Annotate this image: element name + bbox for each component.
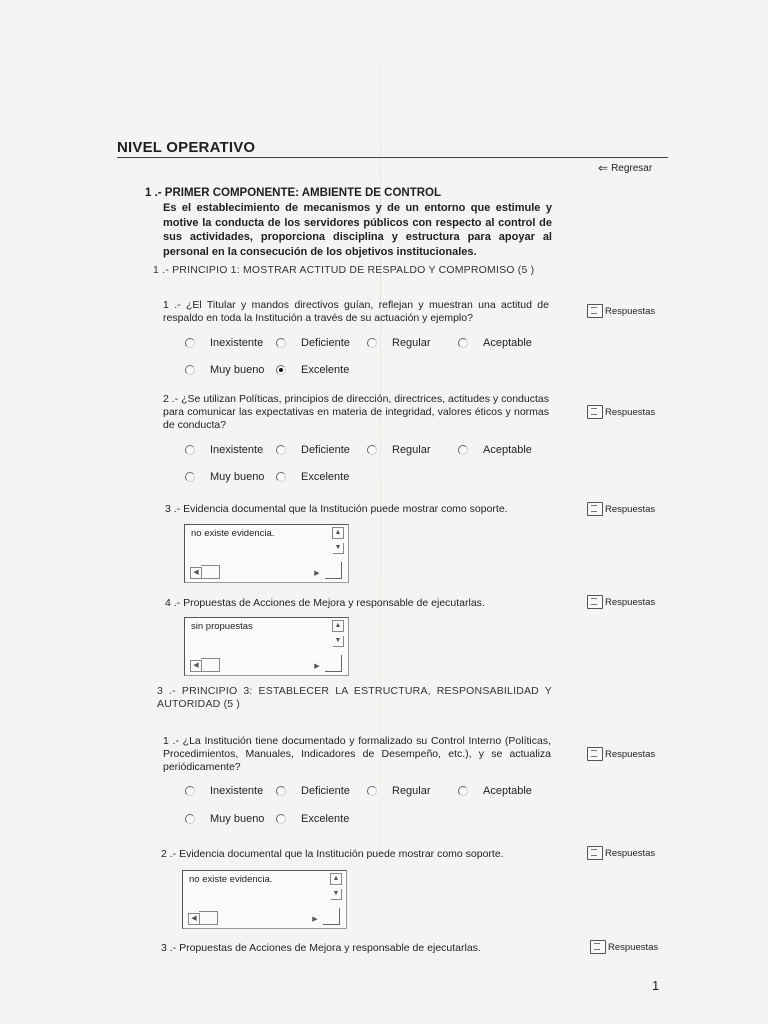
rating-option[interactable]: Inexistente — [185, 337, 276, 349]
rating-option[interactable]: Inexistente — [185, 444, 276, 456]
answers-icon — [587, 595, 603, 609]
scroll-up-icon[interactable]: ▲ — [330, 873, 342, 885]
answers-label: Respuestas — [605, 596, 656, 608]
p1-question-2: 2 .- ¿Se utilizan Políticas, principios de dirección, directrices, actitudes y conductas para comunicar las expectativas en materia de integridad, valores éticos y normas de conducta? — [163, 393, 549, 431]
p3-question-2: 2 .- Evidencia documental que la Institución puede mostrar como soporte. — [161, 848, 504, 860]
p3-q1-answers-button[interactable] — [587, 747, 655, 761]
radio-button[interactable] — [367, 338, 377, 348]
radio-button[interactable] — [458, 445, 468, 455]
evidence-value: no existe evidencia. — [189, 874, 273, 885]
rating-option[interactable]: Regular — [367, 444, 458, 456]
principle-3-title: 3 .- PRINCIPIO 3: ESTABLECER LA ESTRUCTURA, RESPONSABILIDAD Y AUTORIDAD (5 ) — [157, 685, 552, 710]
scroll-down-icon[interactable]: ▼ — [333, 543, 344, 554]
proposals-textarea[interactable] — [184, 617, 349, 676]
scroll-left-icon[interactable]: ◀ — [190, 660, 202, 672]
rating-option[interactable]: Muy bueno — [185, 364, 276, 376]
p3-question-1: 1 .- ¿La Institución tiene documentado y formalizado su Control Interno (Políticas, Procedimientos, Manuales, Indicadores de Desempeño, etc.), y se actualiza periódicamente? — [163, 735, 551, 773]
title-divider — [117, 157, 668, 158]
rating-option[interactable]: Regular — [367, 785, 458, 797]
proposals-value: sin propuestas — [191, 621, 253, 632]
radio-button[interactable] — [276, 338, 286, 348]
p3-q1-rating-row-1 — [185, 785, 532, 797]
horizontal-scroll-thumb[interactable] — [201, 565, 220, 579]
rating-option[interactable]: Regular — [367, 337, 458, 349]
p3-q1-rating-row-2 — [185, 813, 349, 825]
principle-1-title: 1 .- PRINCIPIO 1: MOSTRAR ACTITUD DE RESPALDO Y COMPROMISO (5 ) — [153, 264, 535, 276]
radio-button[interactable] — [458, 786, 468, 796]
rating-option[interactable]: Aceptable — [458, 785, 532, 797]
answers-icon — [587, 747, 603, 761]
radio-button[interactable] — [185, 472, 195, 482]
resize-grip-icon[interactable] — [325, 562, 342, 579]
p1-q1-answers-button[interactable] — [587, 304, 655, 318]
rating-option[interactable]: Deficiente — [276, 337, 367, 349]
p3-q2-answers-button[interactable] — [587, 846, 655, 860]
rating-option[interactable]: Deficiente — [276, 444, 367, 456]
radio-button-selected[interactable] — [276, 365, 286, 375]
scroll-up-icon[interactable]: ▲ — [332, 620, 344, 632]
p1-q1-rating-row-1 — [185, 337, 532, 349]
answers-label: Respuestas — [605, 406, 656, 418]
scroll-left-icon[interactable]: ◀ — [188, 913, 200, 925]
p1-q2-rating-row-2 — [185, 471, 349, 483]
answers-icon — [587, 405, 603, 419]
scroll-right-icon[interactable]: ▶ — [314, 570, 320, 577]
radio-button[interactable] — [185, 445, 195, 455]
answers-icon — [587, 304, 603, 318]
back-link[interactable] — [598, 161, 652, 175]
p1-q4-answers-button[interactable] — [587, 595, 655, 609]
horizontal-scroll-thumb[interactable] — [201, 658, 220, 672]
scroll-down-icon[interactable]: ▼ — [333, 636, 344, 647]
scroll-left-icon[interactable]: ◀ — [190, 567, 202, 579]
p1-q1-rating-row-2 — [185, 364, 349, 376]
rating-option[interactable]: Aceptable — [458, 337, 532, 349]
evidence-textarea[interactable] — [182, 870, 347, 929]
p3-question-3: 3 .- Propuestas de Acciones de Mejora y responsable de ejecutarlas. — [161, 942, 481, 954]
answers-label: Respuestas — [605, 847, 656, 859]
resize-grip-icon[interactable] — [325, 655, 342, 672]
rating-option[interactable]: Muy bueno — [185, 813, 276, 825]
resize-grip-icon[interactable] — [323, 908, 340, 925]
radio-button[interactable] — [367, 786, 377, 796]
answers-label: Respuestas — [605, 305, 656, 317]
rating-option-selected[interactable]: Excelente — [276, 364, 349, 376]
scroll-right-icon[interactable]: ▶ — [314, 663, 320, 670]
p3-q3-answers-button[interactable] — [590, 940, 658, 954]
rating-option[interactable]: Excelente — [276, 813, 349, 825]
answers-icon — [587, 502, 603, 516]
back-arrow-icon: ⇐ — [598, 161, 609, 175]
radio-button[interactable] — [276, 445, 286, 455]
radio-button[interactable] — [185, 814, 195, 824]
rating-option[interactable]: Excelente — [276, 471, 349, 483]
p1-question-3: 3 .- Evidencia documental que la Institución puede mostrar como soporte. — [165, 503, 508, 515]
page-title: NIVEL OPERATIVO — [117, 139, 256, 156]
answers-icon — [587, 846, 603, 860]
horizontal-scroll-thumb[interactable] — [199, 911, 218, 925]
radio-button[interactable] — [367, 445, 377, 455]
radio-button[interactable] — [458, 338, 468, 348]
p1-q2-rating-row-1 — [185, 444, 532, 456]
component-heading: 1 .- PRIMER COMPONENTE: AMBIENTE DE CONTROL — [145, 187, 442, 199]
rating-option[interactable]: Aceptable — [458, 444, 532, 456]
rating-option[interactable]: Deficiente — [276, 785, 367, 797]
radio-button[interactable] — [185, 338, 195, 348]
p1-question-4: 4 .- Propuestas de Acciones de Mejora y responsable de ejecutarlas. — [165, 597, 485, 609]
p1-question-1: 1 .- ¿El Titular y mandos directivos guían, reflejan y muestran una actitud de respaldo en toda la Institución a través de su actuación y ejemplo? — [163, 299, 549, 324]
scroll-down-icon[interactable]: ▼ — [331, 889, 342, 900]
component-description: Es el establecimiento de mecanismos y de un entorno que estimule y motive la conducta de los servidores públicos con respecto al control de sus actividades, proporciona disciplina y estructura para apoyar al personal en la consecución de los objetivos institucionales. — [163, 202, 552, 258]
radio-button[interactable] — [185, 786, 195, 796]
scroll-up-icon[interactable]: ▲ — [332, 527, 344, 539]
answers-label: Respuestas — [605, 503, 656, 515]
scroll-right-icon[interactable]: ▶ — [312, 916, 318, 923]
answers-label: Respuestas — [605, 748, 656, 760]
radio-button[interactable] — [276, 786, 286, 796]
rating-option[interactable]: Inexistente — [185, 785, 276, 797]
answers-icon — [590, 940, 606, 954]
radio-button[interactable] — [276, 814, 286, 824]
evidence-textarea[interactable] — [184, 524, 349, 583]
rating-option[interactable]: Muy bueno — [185, 471, 276, 483]
evidence-value: no existe evidencia. — [191, 528, 275, 539]
answers-label: Respuestas — [608, 941, 659, 953]
p1-q2-answers-button[interactable] — [587, 405, 655, 419]
page-number: 1 — [652, 978, 660, 993]
p1-q3-answers-button[interactable] — [587, 502, 655, 516]
radio-button[interactable] — [276, 472, 286, 482]
radio-button[interactable] — [185, 365, 195, 375]
back-link-label: Regresar — [611, 162, 653, 174]
